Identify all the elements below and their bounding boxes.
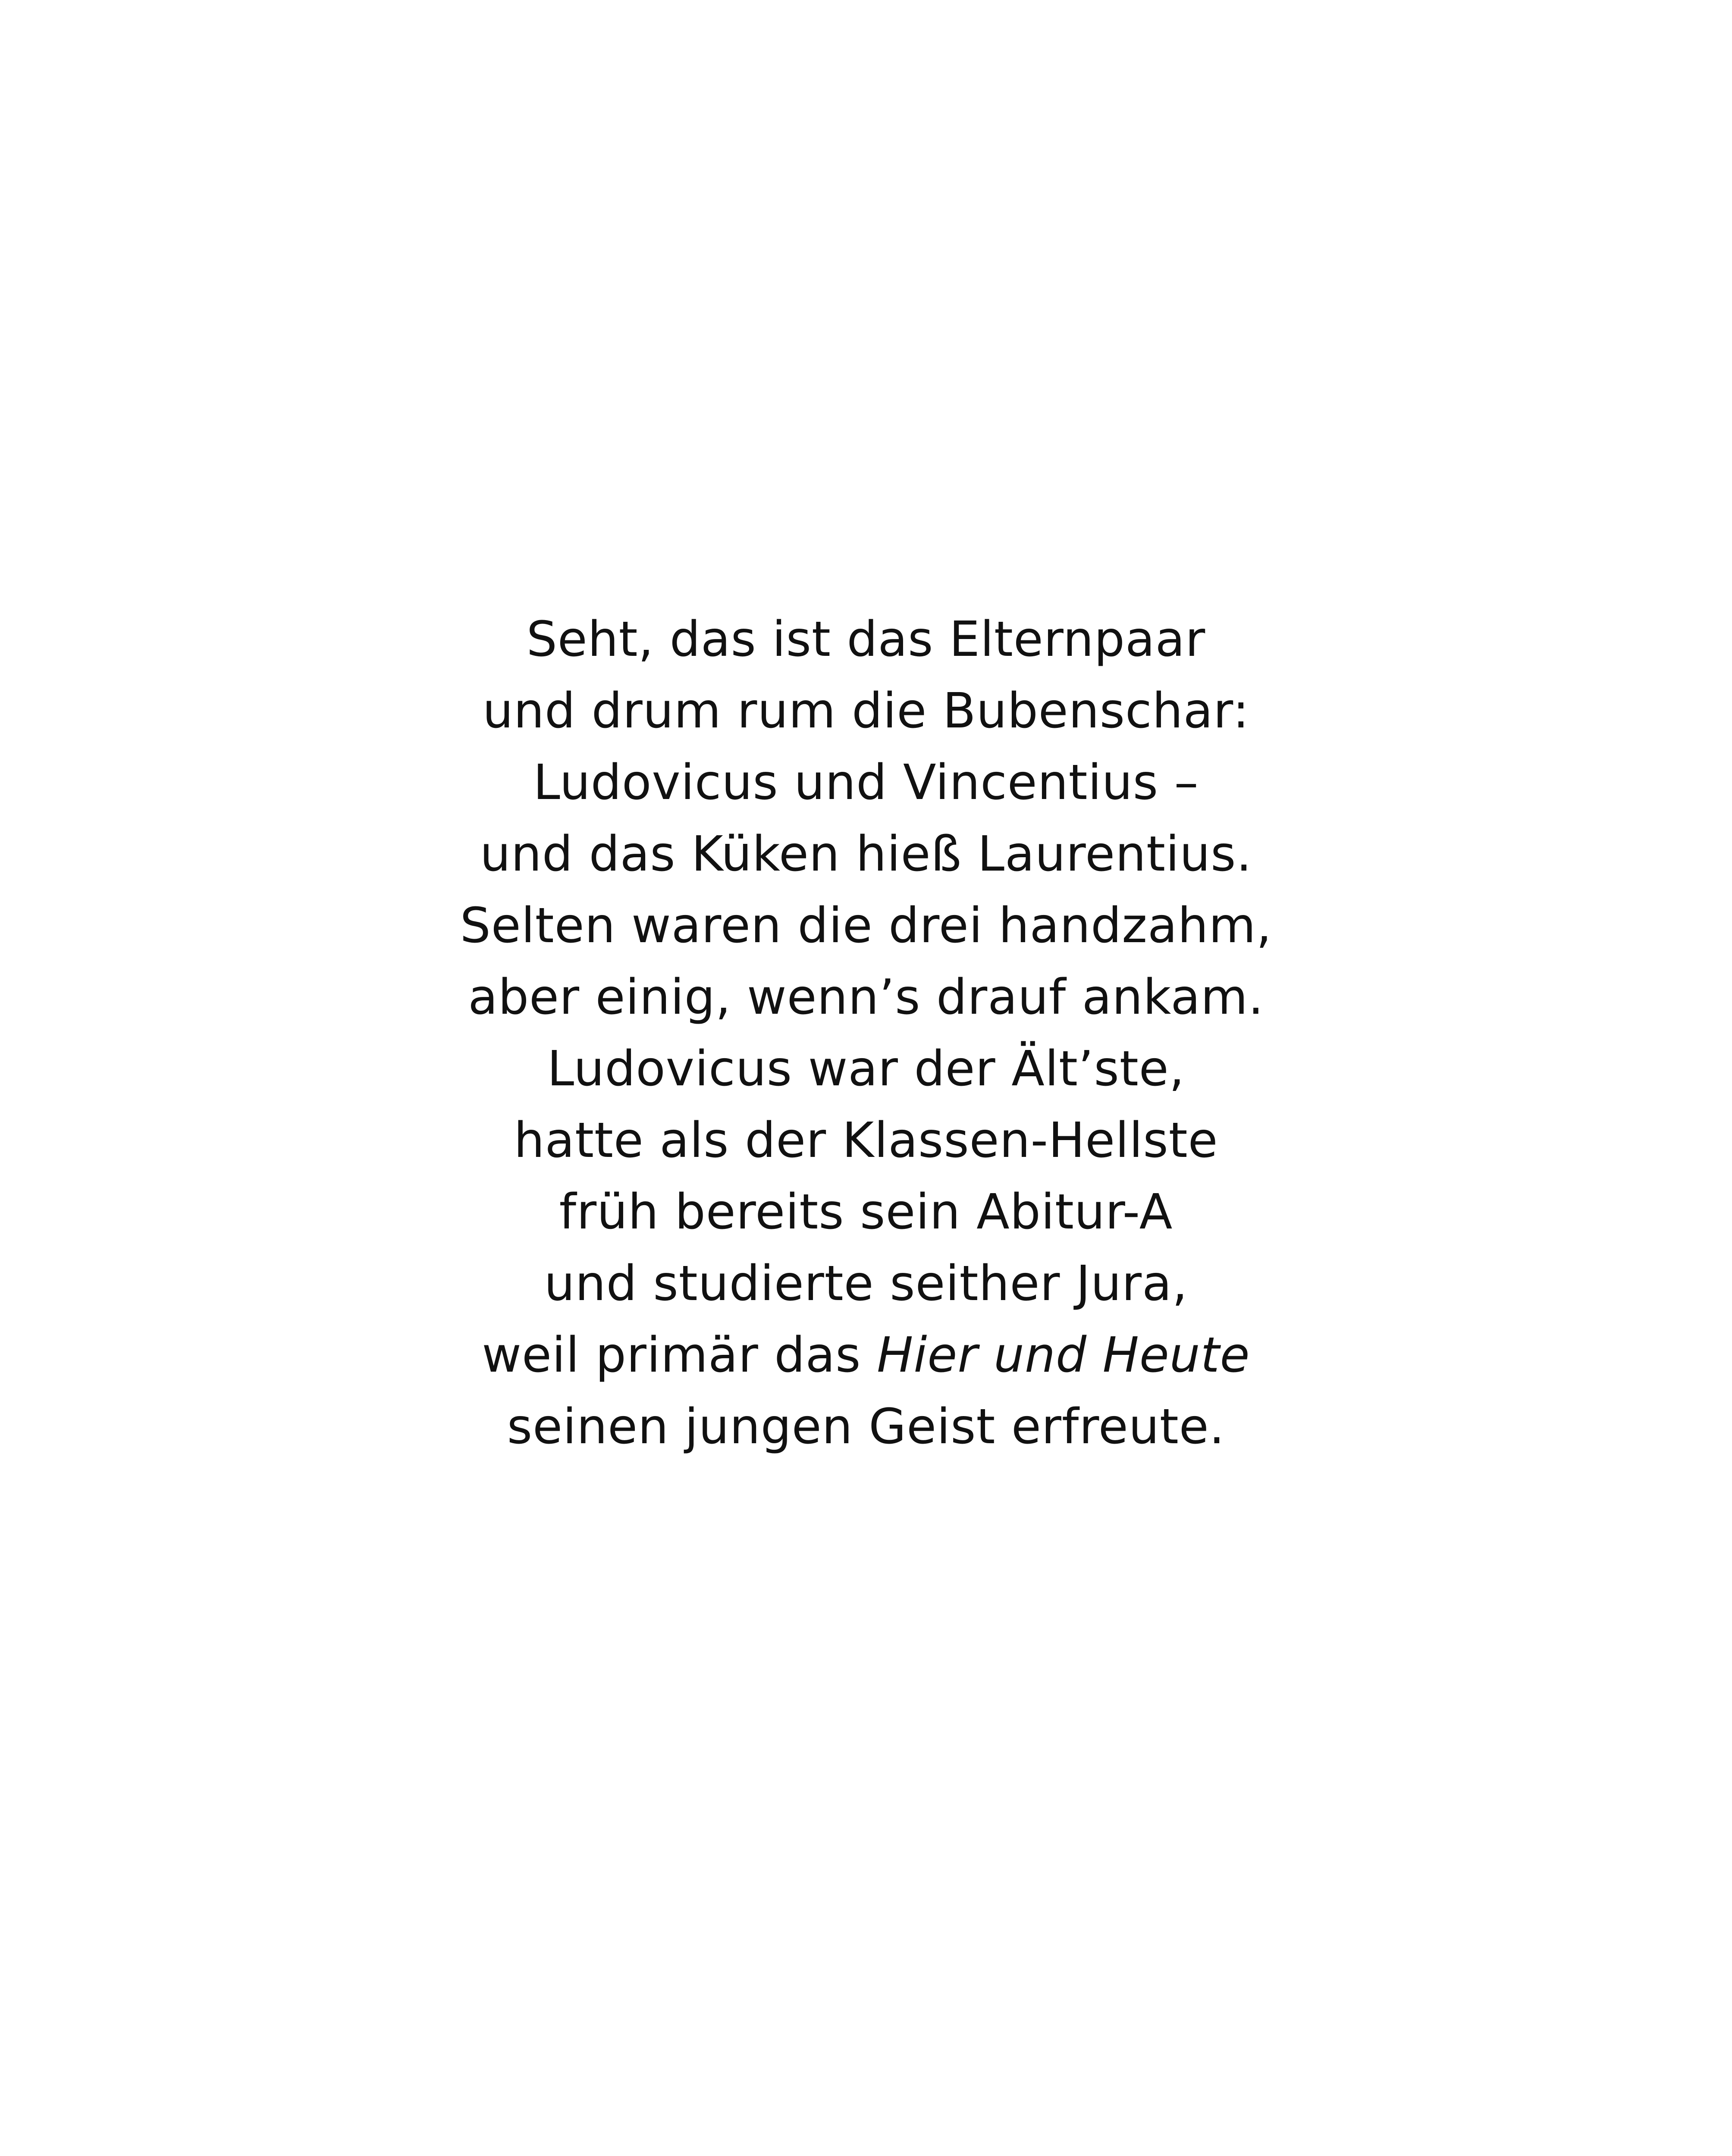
poem-line: Ludovicus war der Ält’ste,: [547, 1041, 1185, 1097]
poem-line: und studierte seither Jura,: [544, 1256, 1188, 1312]
poem-line: Ludovicus und Vincentius –: [533, 755, 1199, 811]
poem-line-with-emphasis: [0, 1319, 1732, 1391]
poem-line: und drum rum die Bubenschar:: [482, 683, 1250, 739]
poem-line-text: weil primär das: [482, 1327, 877, 1383]
emphasized-phrase: Hier und Heute: [877, 1327, 1250, 1383]
poem-line: und das Küken hieß Laurentius.: [480, 826, 1252, 882]
poem-line: aber einig, wenn’s drauf ankam.: [468, 969, 1264, 1025]
poem-line: Selten waren die drei handzahm,: [460, 898, 1272, 954]
poem-stanza: [0, 604, 1732, 1463]
poem-line: früh bereits sein Abitur-A: [559, 1184, 1173, 1240]
poem-line: Seht, das ist das Elternpaar: [526, 611, 1206, 667]
poem-line: hatte als der Klassen-Hellste: [514, 1112, 1218, 1169]
poem-line: seinen jungen Geist erfreute.: [507, 1399, 1225, 1455]
